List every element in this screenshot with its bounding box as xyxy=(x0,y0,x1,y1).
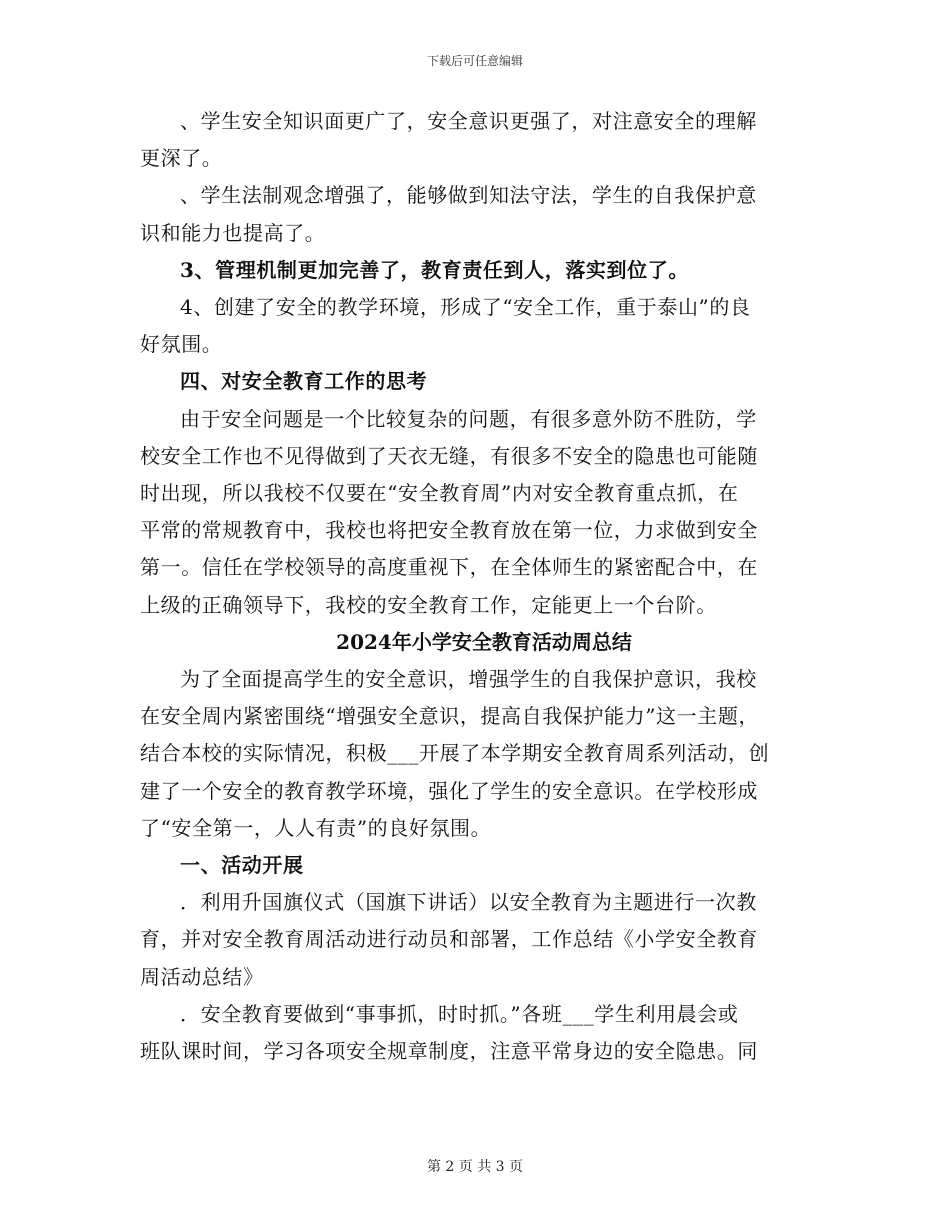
paragraph: ．安全教育要做到“事事抓，时时抓。”各班___学生利用晨会或 班队课时间，学习各项安全规章制度，注意平常身边的安全隐患。同 xyxy=(140,1001,758,1064)
paragraph: ．利用升国旗仪式（国旗下讲话）以安全教育为主题进行一次教 育，并对安全教育周活动进行动员和部署，工作总结《小学安全教育 周活动总结》 xyxy=(140,890,758,989)
page-header: 下载后可任意编辑 xyxy=(426,54,523,68)
section-heading: 一、活动开展 xyxy=(180,853,304,878)
paragraph: 为了全面提高学生的安全意识，增强学生的自我保护意识，我校 在安全周内紧密围绕“增强安全意识，提高自我保护能力”这一主题， 结合本校的实际情况，积极___开展了本学期安全教育周系列活动，创 建了一个安全的教育教学环境，强化了学生的安全意识。在学校形成 了“安全第一，人人有责”的良好氛围。 xyxy=(140,667,770,840)
paragraph: 由于安全问题是一个比较复杂的问题，有很多意外防不胜防，学 校安全工作也不见得做到了天衣无缝，有很多不安全的隐患也可能随 时出现，所以我校不仅要在“安全教育周”内对安全教育重点抓，在 平常的常规教育中，我校也将把安全教育放在第一位，力求做到安全 第一。信任在学校领导的高度重视下，在全体师生的紧密配合中，在 上级的正确领导下，我校的安全教育工作，定能更上一个台阶。 xyxy=(140,406,758,617)
paragraph: 、学生法制观念增强了，能够做到知法守法，学生的自我保护意 识和能力也提高了。 xyxy=(140,183,757,245)
page-footer: 第 2 页 共 3 页 xyxy=(426,1159,524,1175)
paragraph: 4、创建了安全的教学环境，形成了“安全工作，重于泰山”的良 好氛围。 xyxy=(140,295,751,357)
paragraph: 、学生安全知识面更广了，安全意识更强了，对注意安全的理解 更深了。 xyxy=(140,109,757,171)
section-heading: 四、对安全教育工作的思考 xyxy=(180,369,428,394)
document-title: 2024年小学安全教育活动周总结 xyxy=(336,629,632,654)
document-body xyxy=(140,103,808,1070)
bold-paragraph: 3、管理机制更加完善了，教育责任到人，落实到位了。 xyxy=(180,257,689,282)
